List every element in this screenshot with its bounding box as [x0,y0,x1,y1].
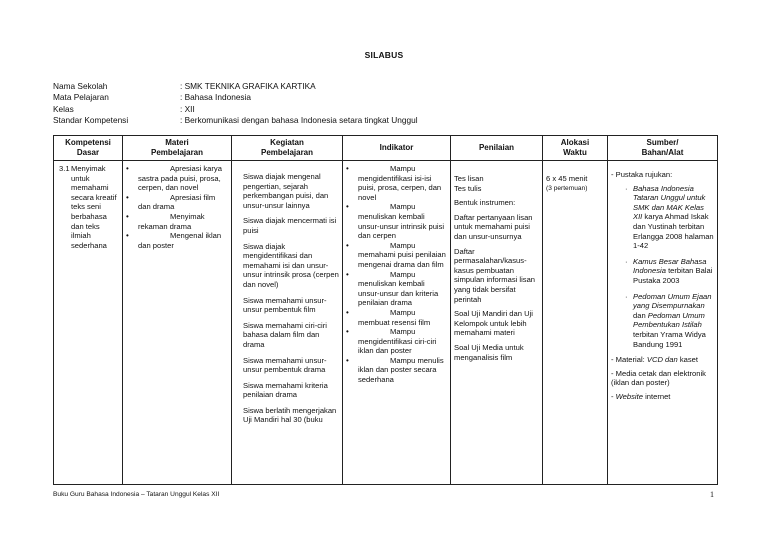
list-item: Bentuk instrumen: [454,198,516,208]
header-kegiatan: Kegiatan Pembelajaran [232,136,343,161]
info-label: Nama Sekolah [53,81,108,91]
list-item: Tes lisan Tes tulis [454,174,484,193]
header-indikator: Indikator [343,136,451,161]
alokasi-time: 6 x 45 menit [546,174,588,183]
info-value: : SMK TEKNIKA GRAFIKA KARTIKA [180,81,316,91]
list-item: • Mampu membuat resensi film [346,307,431,327]
sumber-material: - Material: VCD dan kaset [611,355,698,365]
list-item: • Apresiasi karya sastra pada puisi, prosa, cerpen, dan novel [126,164,222,193]
sumber-rujukan: - Pustaka rujukan: [611,170,673,179]
list-item: • Mampu menulis iklan dan poster secara sederhana [346,355,444,385]
sumber-media: - Media cetak dan elektronik (iklan dan poster) [611,368,706,388]
bullet-icon: • [346,307,349,317]
list-item: Siswa diajak mengidentifikasi dan memahami isi dan unsur-unsur intrinsik prosa (cerpen dan novel) [243,241,339,289]
list-item: · Bahasa Indonesia Tataran Unggul untuk SMK dan MAK Kelas XII karya Ahmad Iskak dan Yustinah terbitan Erlangga 2008 halaman 1-42 [625,183,714,251]
list-item: Soal Uji Mandiri dan Uji Kelompok untuk lebih memahami materi [454,309,533,338]
list-item: • Menyimak rekaman drama [126,211,205,231]
cell-indikator [343,161,451,485]
cell-kegiatan [232,161,343,485]
list-item: Siswa memahami ciri-ciri bahasa dalam film dan drama [243,320,327,349]
list-item: • Mampu memahami puisi penilaian mengenai drama dan film [346,240,446,269]
info-value: : Berkomunikasi dengan bahasa Indonesia setara tingkat Unggul [180,115,418,126]
info-label: Standar Kompetensi [53,115,129,126]
bullet-icon: • [346,327,349,337]
bullet-icon: • [126,192,129,202]
list-item: Siswa memahami unsur-unsur pembentuk film [243,295,327,315]
bullet-icon: • [126,211,129,221]
info-value: : XII [180,103,195,114]
bullet-icon: • [126,164,129,173]
header-penilaian: Penilaian [451,136,543,161]
table-header-row [54,136,718,161]
bullet-icon: • [346,355,349,365]
list-item: · Kamus Besar Bahasa Indonesia terbitan Balai Pustaka 2003 [625,256,713,285]
bullet-icon: • [346,202,349,212]
page-title: SILABUS [364,50,404,60]
list-item: Siswa diajak mengenal pengertian, sejarah perkembangan puisi, dan unsur-unsur lainnya [243,172,329,210]
cell-materi [123,161,232,485]
info-row [53,115,418,126]
bullet-icon: • [346,269,349,279]
info-row [53,92,418,103]
alokasi-note: (3 pertemuan) [546,184,588,192]
list-item: • Mampu mengidentifikasi ciri-ciri iklan dan poster [346,327,437,356]
header-materi: Materi Pembelajaran [123,136,232,161]
header-sumber: Sumber/ Bahan/Alat [608,136,718,161]
kd-text: Menyimak untuk memahami secara kreatif teks seni berbahasa dan teks ilmiah sederhana [71,164,117,250]
list-item: • Mengenal iklan dan poster [126,231,222,250]
table-row [54,161,718,485]
bullet-icon: • [346,164,349,173]
info-block [53,81,418,127]
bullet-icon: • [126,231,129,241]
list-item: • Apresiasi film dan drama [126,192,216,212]
syllabus-table [53,135,718,485]
page-number: 1 [710,490,714,499]
list-item: Daftar permasalahan/kasus-kasus pembuatan simpulan informasi lisan yang tidak bersifat perintah [454,246,536,304]
kd-number: 3.1 [59,164,70,173]
info-row [53,104,418,115]
list-item: Siswa berlatih mengerjakan Uji Mandiri hal 30 (buku [243,405,337,425]
list-item: Siswa memahami unsur-unsur pembentuk drama [243,355,327,375]
list-item: • Mampu menuliskan kembali unsur-unsur intrinsik puisi dan cerpen [346,202,445,241]
header-alokasi: Alokasi Waktu [543,136,608,161]
list-item: • Mampu mengidentifikasi isi-isi puisi, prosa, cerpen, dan novel [346,164,442,202]
list-item: Soal Uji Media untuk menganalisis film [454,342,524,362]
bullet-icon: • [346,240,349,250]
info-value: : Bahasa Indonesia [180,92,252,103]
header-kompetensi: Kompetensi Dasar [54,136,123,161]
info-label: Kelas [53,103,74,114]
info-row [53,81,418,92]
list-item: · Pedoman Umum Ejaan yang Disempurnakan dan Pedoman Umum Pembentukan Istilah terbitan Yrama Widya Bandung 1991 [625,291,712,349]
cell-penilaian [451,161,543,485]
list-item: Daftar pertanyaan lisan untuk memahami puisi dan unsur-unsurnya [454,212,533,241]
sumber-website: - Website internet [611,391,671,401]
cell-alokasi [543,161,608,485]
cell-kompetensi [54,161,123,485]
info-label: Mata Pelajaran [53,92,109,103]
list-item: • Mampu menuliskan kembali unsur-unsur dan kriteria penilaian drama [346,269,439,308]
cell-sumber [608,161,718,485]
list-item: Siswa diajak mencermati isi puisi [243,216,337,235]
footer-text: Buku Guru Bahasa Indonesia – Tataran Unggul Kelas XII [53,491,220,498]
list-item: Siswa memahami kriteria penilaian drama [243,380,328,400]
